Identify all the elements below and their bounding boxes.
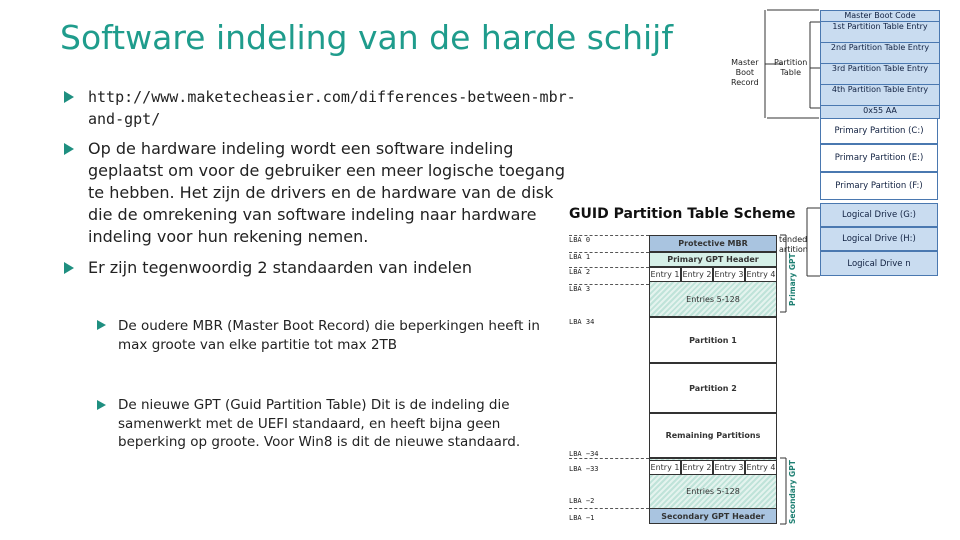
lba-divider	[569, 458, 649, 459]
entry-2: Entry 2	[681, 267, 713, 282]
lba-label: LBA −33	[569, 465, 599, 473]
mbr-structure	[820, 10, 940, 119]
primary-gpt-header: Primary GPT Header	[649, 252, 777, 267]
partition-1: Partition 1	[649, 317, 777, 363]
sub-paragraph-line: max groote van elke partitie tot max 2TB	[118, 336, 398, 353]
partition-2: Partition 2	[649, 363, 777, 413]
mbr-cell-entry-2: 2nd Partition Table Entry	[821, 43, 939, 64]
gpt-title: GUID Partition Table Scheme	[569, 206, 796, 222]
mbr-cell-entry-3: 3rd Partition Table Entry	[821, 64, 939, 85]
logical-drive-h: Logical Drive (H:)	[820, 227, 938, 251]
lba-label: LBA −1	[569, 514, 595, 522]
paragraph-line: te hebben. Het zijn de drivers en de hardware van de disk	[88, 183, 554, 202]
sub-bullet-icon	[97, 320, 106, 330]
bullet-icon	[64, 143, 74, 155]
paragraph-line: Op de hardware indeling wordt een software indeling	[88, 139, 514, 158]
lba-label: LBA 34	[569, 318, 595, 326]
ext-label-line: tended	[779, 235, 808, 244]
lba-label: LBA 3	[569, 285, 591, 293]
partition-f: Primary Partition (F:)	[820, 172, 938, 200]
ext-label-line: artition	[779, 245, 808, 254]
logical-drive-g: Logical Drive (G:)	[820, 203, 938, 227]
partition-table-label	[774, 58, 807, 78]
entry-3: Entry 3	[713, 267, 745, 282]
entry-4: Entry 4	[745, 267, 777, 282]
lba-divider	[569, 252, 649, 253]
mbr-label	[731, 58, 759, 88]
page-title: Software indeling van de harde schijf	[60, 18, 673, 57]
partition-c: Primary Partition (C:)	[820, 118, 938, 144]
sec-entry-3: Entry 3	[713, 460, 745, 475]
bullet-icon	[64, 91, 74, 103]
lba-divider	[569, 508, 649, 509]
lba-divider	[569, 284, 649, 285]
entries-5-128: Entries 5-128	[649, 282, 777, 317]
bullet-icon	[64, 262, 74, 274]
link-line-2: and-gpt/	[88, 110, 161, 128]
lba-label: LBA −2	[569, 497, 595, 505]
secondary-gpt-header: Secondary GPT Header	[649, 508, 777, 524]
sec-entry-2: Entry 2	[681, 460, 713, 475]
mbr-label-line: Master	[731, 58, 759, 67]
sub-paragraph-line: samenwerkt met de UEFI standaard, en heeft bijna geen	[118, 415, 501, 432]
sub-paragraph-mbr	[118, 317, 540, 354]
lba-label: LBA 1	[569, 253, 591, 261]
paragraph-line: indeling voor hun rekening nemen.	[88, 227, 369, 246]
sub-paragraph-gpt	[118, 396, 520, 452]
lba-divider	[569, 267, 649, 268]
lba-label: LBA −34	[569, 450, 599, 458]
mbr-label-line: Boot	[735, 68, 755, 77]
paragraph-line: die de omrekening van software indeling naar hardware	[88, 205, 537, 224]
mbr-label-line: Record	[731, 78, 759, 87]
mbr-cell-entry-1: 1st Partition Table Entry	[821, 22, 939, 43]
pt-label-line: Table	[780, 68, 802, 77]
sec-entry-1: Entry 1	[649, 460, 681, 475]
lba-divider	[569, 235, 649, 236]
partition-e: Primary Partition (E:)	[820, 144, 938, 172]
paragraph-standards: Er zijn tegenwoordig 2 standaarden van indelen	[88, 258, 472, 277]
lba-label: LBA 2	[569, 268, 591, 276]
pt-label-line: Partition	[774, 58, 808, 67]
secondary-gpt-label: Secondary GPT	[788, 460, 797, 524]
mbr-cell-entry-4: 4th Partition Table Entry	[821, 85, 939, 106]
mbr-cell-signature: 0x55 AA	[821, 106, 939, 118]
protective-mbr: Protective MBR	[649, 235, 777, 252]
reference-link[interactable]	[88, 86, 588, 130]
sec-entries-5-128: Entries 5-128	[686, 487, 740, 496]
lba-label: LBA 0	[569, 236, 591, 244]
mbr-cell-boot-code: Master Boot Code	[821, 11, 939, 22]
remaining-partitions: Remaining Partitions	[649, 413, 777, 458]
sub-bullet-icon	[97, 400, 106, 410]
sub-paragraph-line: beperking op groote. Voor Win8 is dit de nieuwe standaard.	[118, 434, 521, 450]
link-line-1: http://www.maketecheasier.com/differences-between-mbr-	[88, 88, 576, 106]
entry-1: Entry 1	[649, 267, 681, 282]
sec-entry-4: Entry 4	[745, 460, 777, 475]
sub-paragraph-line: De oudere MBR (Master Boot Record) die beperkingen heeft in	[118, 318, 540, 334]
paragraph-software-layout	[88, 138, 568, 248]
paragraph-line: geplaatst om voor de gebruiker een meer logische toegang	[88, 161, 566, 180]
sub-paragraph-line: De nieuwe GPT (Guid Partition Table) Dit is de indeling die	[118, 397, 510, 413]
primary-gpt-label: Primary GPT	[788, 253, 797, 306]
logical-drive-n: Logical Drive n	[820, 251, 938, 276]
